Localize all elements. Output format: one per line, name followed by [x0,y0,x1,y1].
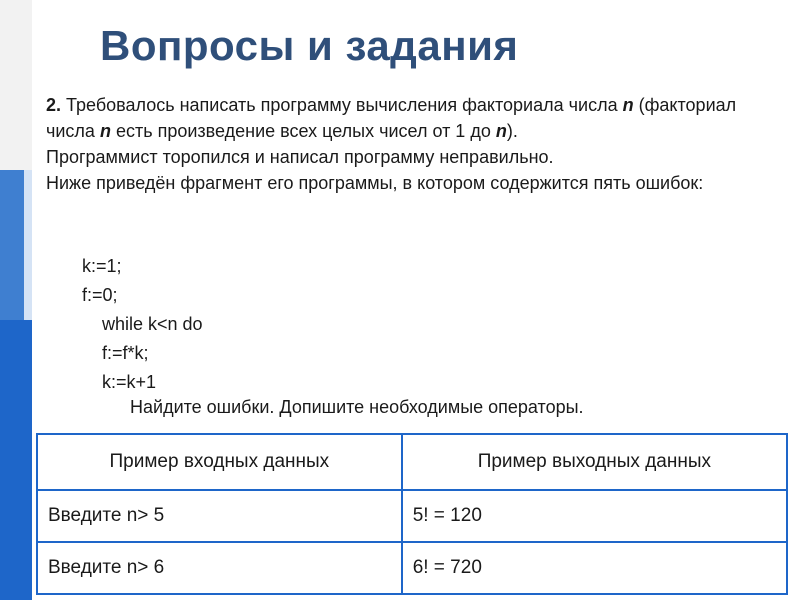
code-line: k:=k+1 [102,372,157,392]
left-decor-light-stripe [0,170,24,320]
left-decor-dark-stripe [0,320,32,600]
header-input-example: Пример входных данных [37,434,402,490]
table-row [37,542,787,594]
code-line: f:=0; [82,285,118,305]
examples-table [36,433,788,595]
table-cell-input: Введите n> 5 [37,490,402,542]
table-cell-output: 6! = 720 [402,542,787,594]
table-row [37,490,787,542]
hint-text: Найдите ошибки. Допишите необходимые операторы. [130,397,584,417]
table-header-row [37,434,787,490]
code-line: while k<n do [102,314,203,334]
code-fragment [82,252,203,397]
task-statement [46,92,766,144]
task-line-1: Требовалось написать программу вычисления факториала числа [61,95,618,115]
task-line-3-end: ). [506,121,518,141]
code-line: f:=f*k; [102,343,149,363]
task-number: 2. [46,95,62,115]
programmer-line: Программист торопился и написал программу неправильно. [46,147,554,167]
var-n: n [99,121,111,141]
code-line: k:=1; [82,256,122,276]
fragment-line: Ниже приведён фрагмент его программы, в котором содержится пять ошибок: [46,173,704,193]
table-cell-input: Введите n> 6 [37,542,402,594]
table-cell-output: 5! = 120 [402,490,787,542]
left-decor-top [0,0,32,170]
task-line-2-mid: (факториал числа [46,95,737,141]
var-n: n [495,121,507,141]
task-text [46,92,766,196]
header-output-example: Пример выходных данных [402,434,787,490]
page-title: Вопросы и задания [100,22,519,69]
var-n: n [622,95,634,115]
task-line-2-end: есть произведение всех целых чисел от 1 до [110,121,491,141]
left-decor-pale-stripe [24,170,32,320]
